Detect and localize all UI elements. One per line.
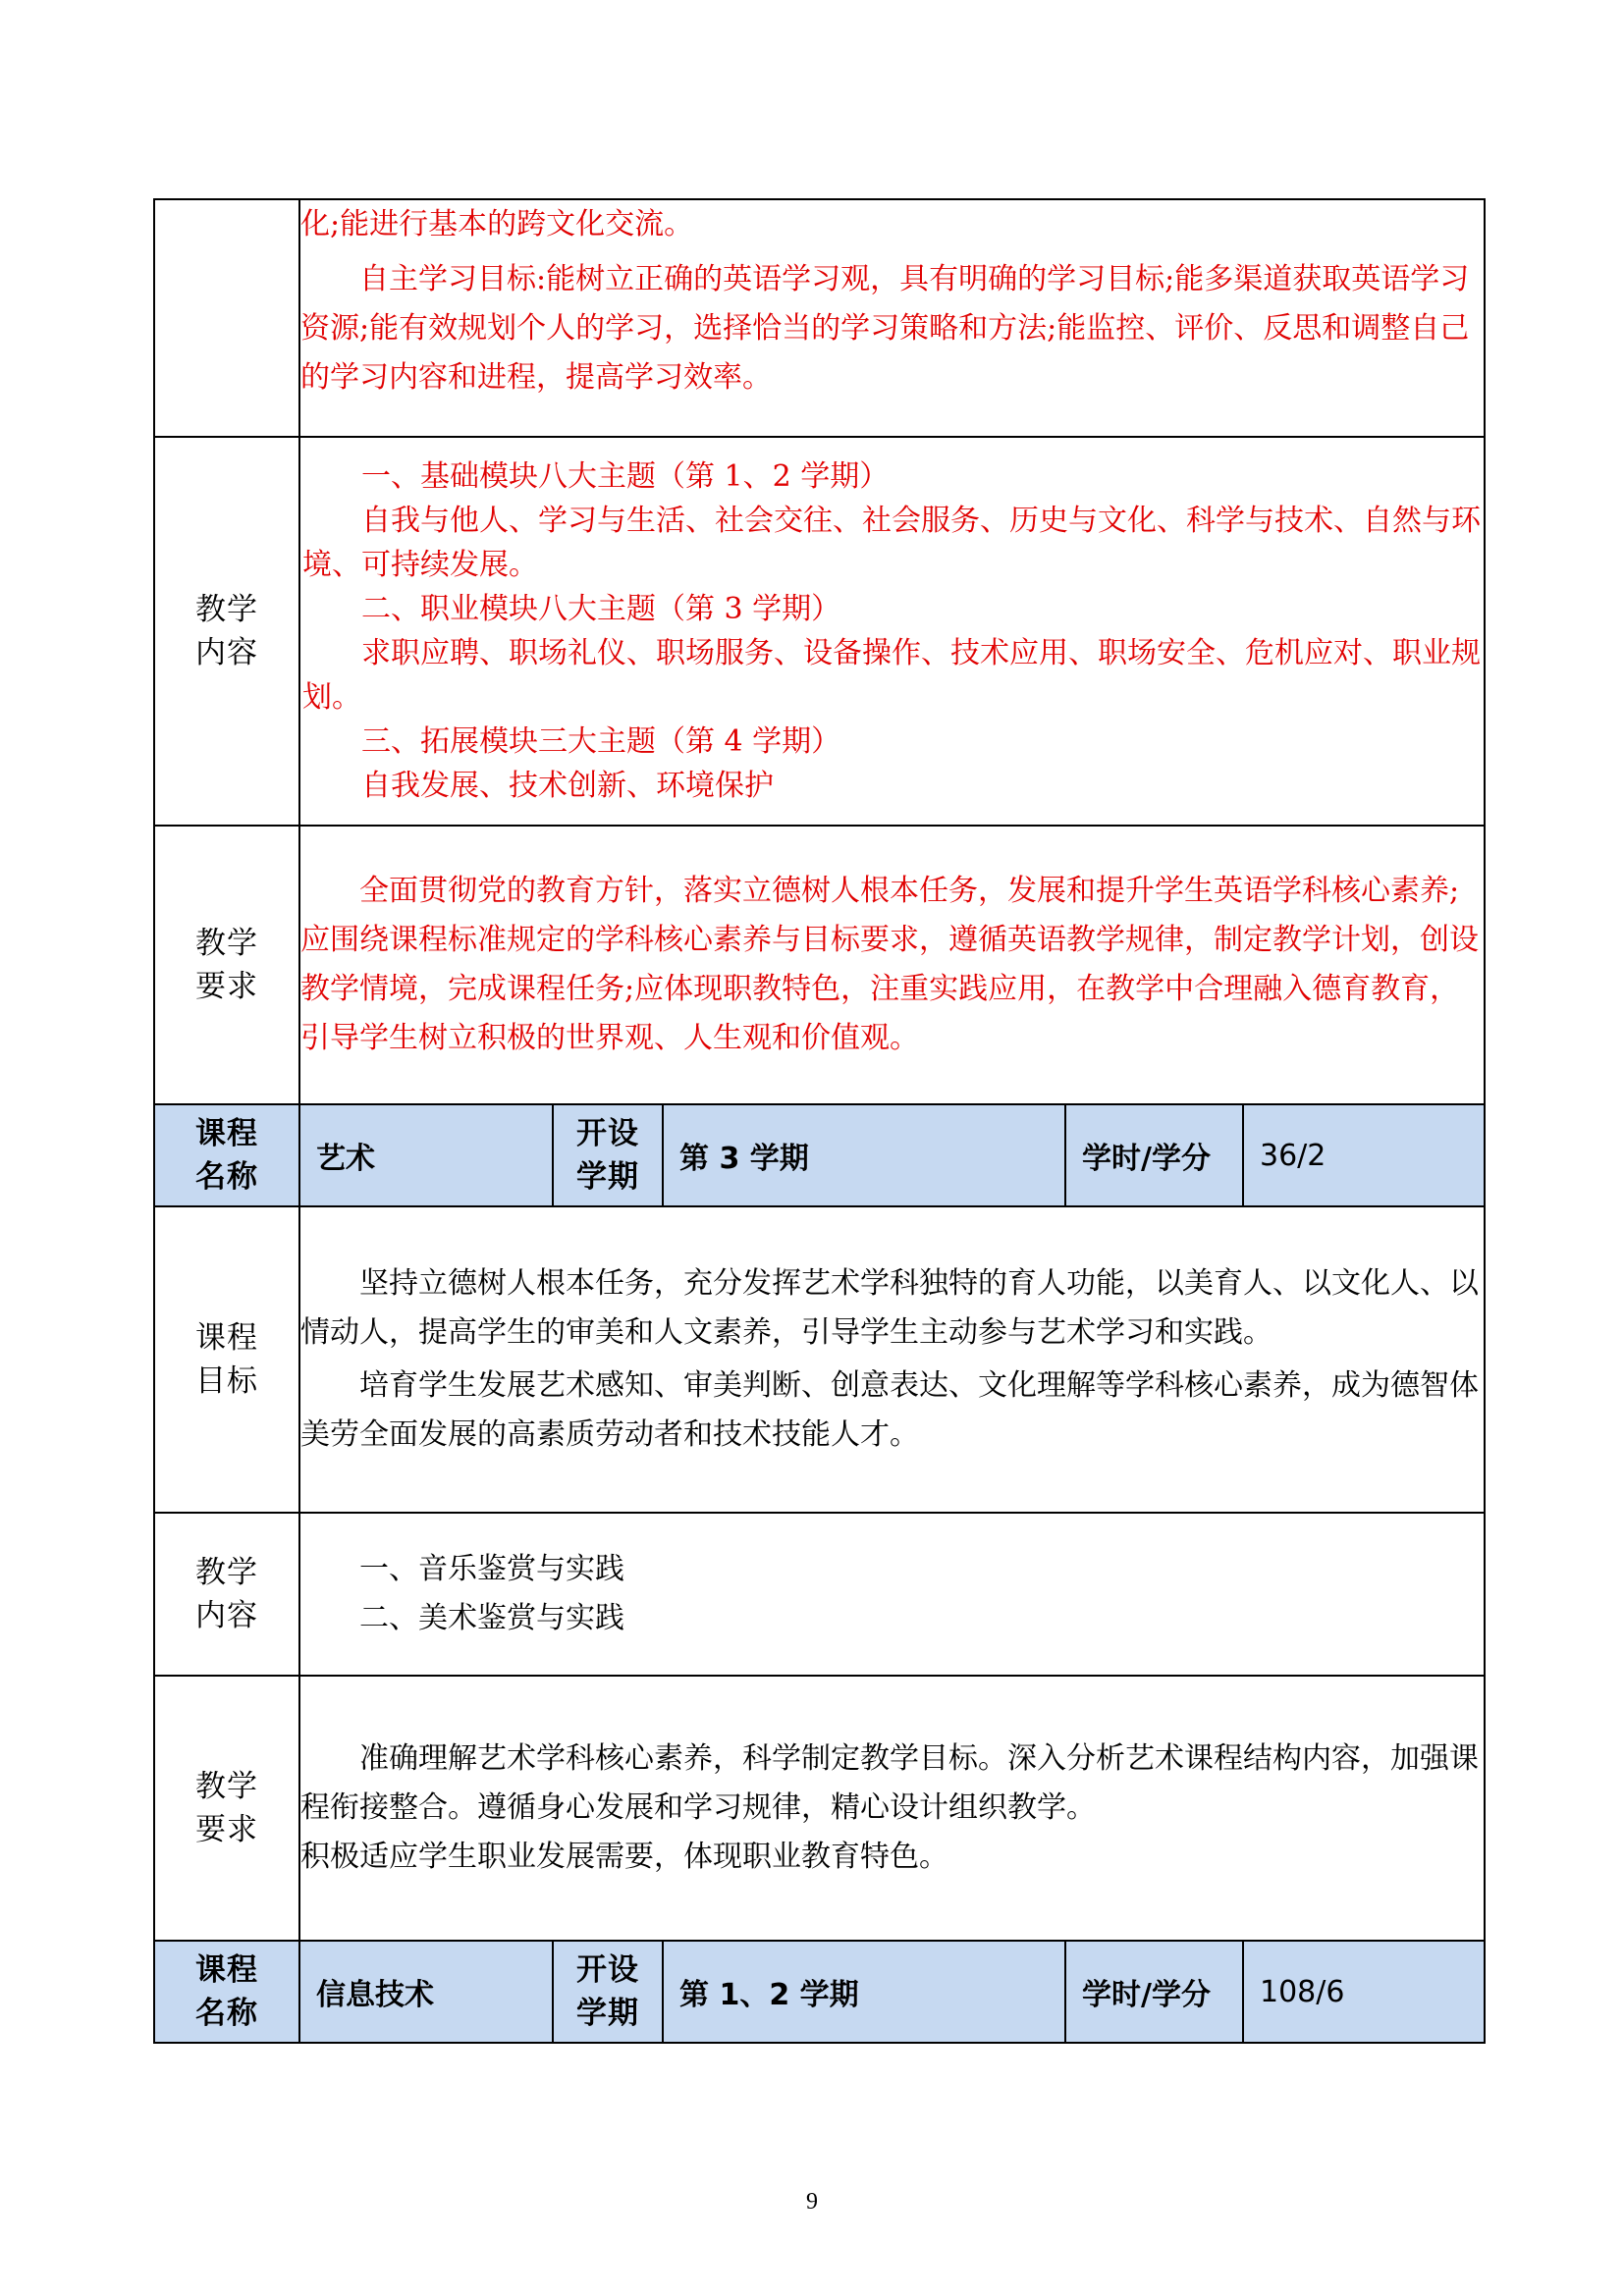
art-content-label <box>154 1513 299 1676</box>
english-content-label <box>154 437 299 826</box>
art-hours: 36/2 <box>1243 1104 1485 1206</box>
it-course-name: 信息技术 <box>299 1941 553 2043</box>
english-content-cell <box>299 437 1485 826</box>
english-requirement-label <box>154 826 299 1104</box>
english-content-line-3: 二、职业模块八大主题（第 3 学期） <box>361 592 841 626</box>
english-goal-cell <box>299 199 1485 437</box>
art-requirement-label-text: 教学要求 <box>195 1769 258 1847</box>
art-content-line-2: 二、美术鉴赏与实践 <box>359 1601 624 1635</box>
art-goal-paragraph-2: 培育学生发展艺术感知、审美判断、创意表达、文化理解等学科核心素养，成为德智体美劳全面发展的高素质劳动者和技术技能人才。 <box>300 1368 1479 1452</box>
art-hours-label: 学时/学分 <box>1065 1104 1243 1206</box>
art-course-name: 艺术 <box>299 1104 553 1206</box>
art-content-row <box>154 1513 1485 1676</box>
course-table <box>153 198 1486 2044</box>
it-hours: 108/6 <box>1243 1941 1485 2043</box>
it-course-name-label <box>154 1941 299 2043</box>
english-content-row <box>154 437 1485 826</box>
art-goal-label <box>154 1206 299 1513</box>
art-semester: 第 3 学期 <box>663 1104 1065 1206</box>
english-goal-line-1: 化;能进行基本的跨文化交流。 <box>300 207 694 241</box>
english-requirement-text: 全面贯彻党的教育方针，落实立德树人根本任务，发展和提升学生英语学科核心素养;应围绕课程标准规定的学科核心素养与目标要求，遵循英语教学规律，制定教学计划，创设教学情境，完成课程任务;应体现职教特色，注重实践应用，在教学中合理融入德育教育，引导学生树立积极的世界观、人生观和价值观。 <box>300 874 1479 1055</box>
art-requirement-paragraph-2: 积极适应学生职业发展需要，体现职业教育特色。 <box>300 1840 948 1874</box>
it-semester-label-text: 开设学期 <box>576 1952 639 2031</box>
english-goal-label-cell <box>154 199 299 437</box>
art-requirement-label <box>154 1676 299 1941</box>
art-requirement-cell <box>299 1676 1485 1941</box>
art-header-row <box>154 1104 1485 1206</box>
english-goal-autonomy: 自主学习目标:能树立正确的英语学习观，具有明确的学习目标;能多渠道获取英语学习资源;能有效规划个人的学习，选择恰当的学习策略和方法;能监控、评价、反思和调整自己的学习内容和进程，提高学习效率。 <box>300 262 1470 395</box>
art-goal-cell <box>299 1206 1485 1513</box>
english-content-line-2: 自我与他人、学习与生活、社会交往、社会服务、历史与文化、科学与技术、自然与环境、可持续发展。 <box>302 504 1481 582</box>
page-number: 9 <box>806 2189 818 2215</box>
english-requirement-label-text: 教学要求 <box>195 926 258 1004</box>
english-goal-row <box>154 199 1485 437</box>
it-hours-label: 学时/学分 <box>1065 1941 1243 2043</box>
art-requirement-row <box>154 1676 1485 1941</box>
english-content-label-text: 教学内容 <box>195 592 258 670</box>
english-content-line-4: 求职应聘、职场礼仪、职场服务、设备操作、技术应用、职场安全、危机应对、职业规划。 <box>302 636 1481 715</box>
art-goal-row <box>154 1206 1485 1513</box>
art-goal-label-text: 课程目标 <box>195 1320 258 1399</box>
art-content-cell <box>299 1513 1485 1676</box>
english-content-line-1: 一、基础模块八大主题（第 1、2 学期） <box>361 459 890 494</box>
english-content-line-5: 三、拓展模块三大主题（第 4 学期） <box>361 724 841 759</box>
art-content-line-1: 一、音乐鉴赏与实践 <box>359 1552 624 1586</box>
english-requirement-row <box>154 826 1485 1104</box>
art-content-label-text: 教学内容 <box>195 1555 258 1633</box>
english-requirement-cell <box>299 826 1485 1104</box>
art-goal-paragraph-1: 坚持立德树人根本任务，充分发挥艺术学科独特的育人功能，以美育人、以文化人、以情动人，提高学生的审美和人文素养，引导学生主动参与艺术学习和实践。 <box>300 1266 1479 1350</box>
it-semester: 第 1、2 学期 <box>663 1941 1065 2043</box>
art-requirement-paragraph-1: 准确理解艺术学科核心素养，科学制定教学目标。深入分析艺术课程结构内容，加强课程衔接整合。遵循身心发展和学习规律，精心设计组织教学。 <box>300 1741 1479 1825</box>
art-semester-label-text: 开设学期 <box>576 1116 639 1195</box>
art-semester-label <box>553 1104 663 1206</box>
art-course-name-label-text: 课程名称 <box>195 1116 258 1195</box>
art-course-name-label <box>154 1104 299 1206</box>
english-content-line-6: 自我发展、技术创新、环境保护 <box>361 769 774 803</box>
it-course-name-label-text: 课程名称 <box>195 1952 258 2031</box>
it-header-row <box>154 1941 1485 2043</box>
it-semester-label <box>553 1941 663 2043</box>
